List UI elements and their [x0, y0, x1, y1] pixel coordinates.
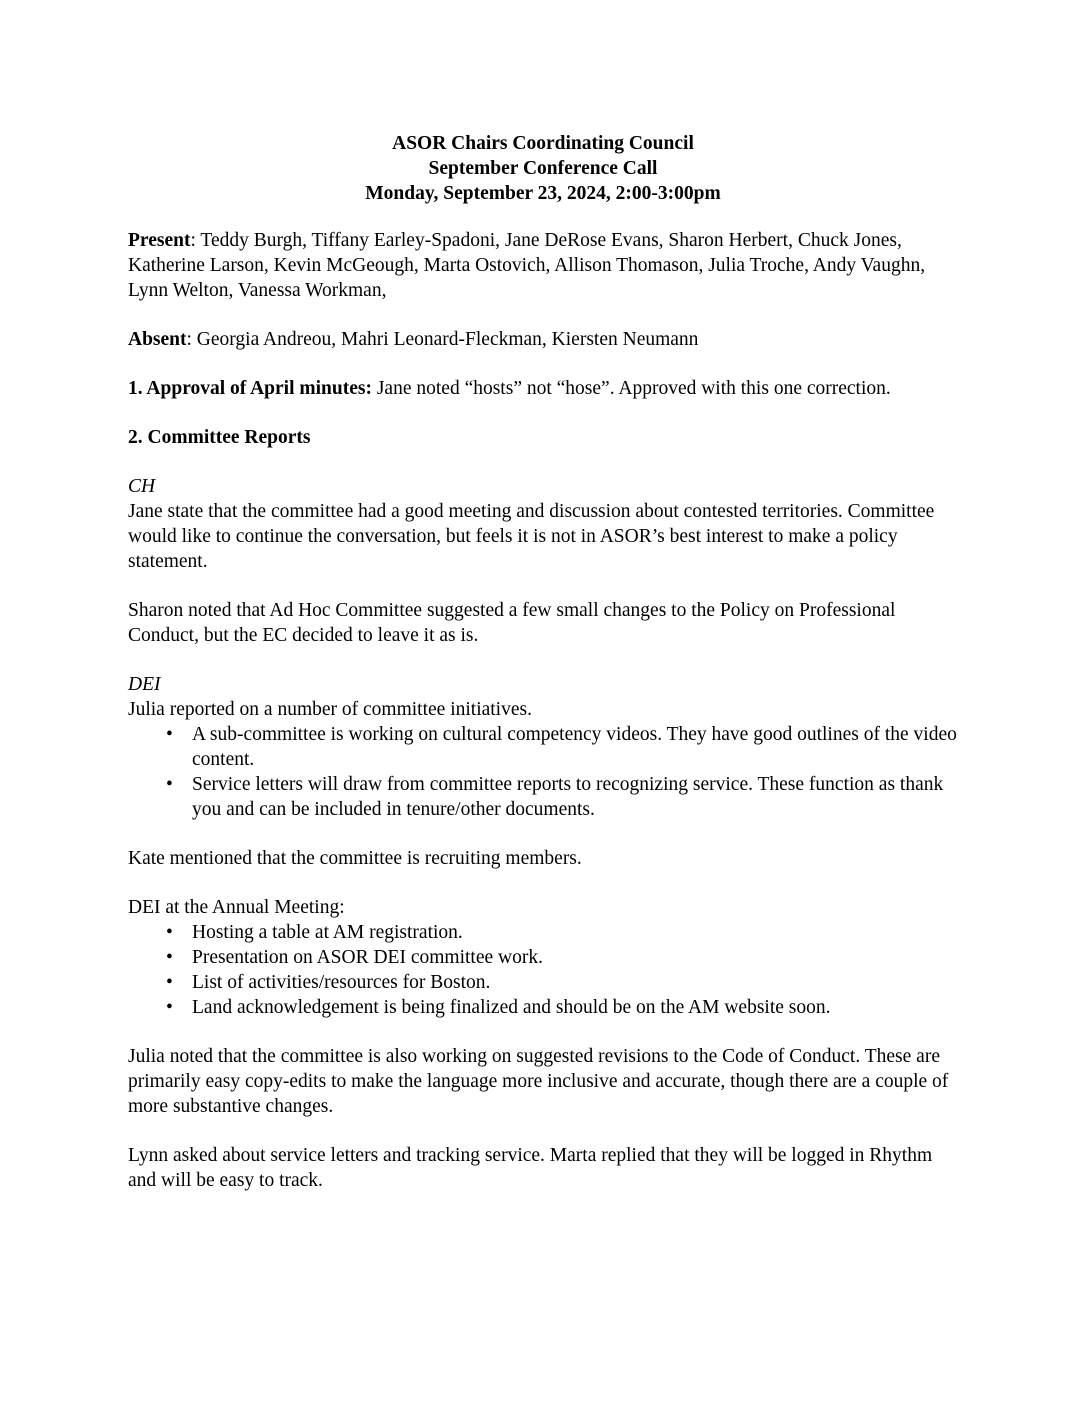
- list-item-text: Hosting a table at AM registration.: [192, 922, 463, 943]
- code-of-conduct-paragraph: Julia noted that the committee is also working on suggested revisions to the Code of Conduct. These are primarily easy copy-edits to make the language more inclusive and accurate, though there are a couple of more substantive changes.: [128, 1046, 949, 1117]
- document-page: [128, 131, 958, 1217]
- annual-meeting-intro: DEI at the Annual Meeting:: [128, 897, 345, 918]
- present-paragraph: [128, 228, 958, 303]
- list-item: [128, 945, 958, 970]
- list-item-text: Land acknowledgement is being finalized and should be on the AM website soon.: [192, 997, 831, 1018]
- dei-intro: Julia reported on a number of committee initiatives.: [128, 699, 532, 720]
- list-item-text: List of activities/resources for Boston.: [192, 972, 491, 993]
- absent-list: : Georgia Andreou, Mahri Leonard-Fleckman, Kiersten Neumann: [186, 329, 699, 350]
- bullet-icon: •: [166, 922, 173, 943]
- list-item: [128, 722, 958, 772]
- annual-meeting-list: [128, 920, 958, 1020]
- meeting-date: Monday, September 23, 2024, 2:00-3:00pm: [365, 183, 721, 204]
- ch-paragraph-1: Jane state that the committee had a good meeting and discussion about contested territories. Committee would like to continue the conversation, but feels it is not in ASOR’s best interest to make a policy statement.: [128, 501, 935, 572]
- approval-text: Jane noted “hosts” not “hose”. Approved with this one correction.: [371, 378, 891, 399]
- ch-subheading: CH: [128, 476, 156, 497]
- list-item: [128, 772, 958, 822]
- approval-heading: 1. Approval of April minutes:: [128, 378, 372, 399]
- ch-paragraph-2: Sharon noted that Ad Hoc Committee suggested a few small changes to the Policy on Professional Conduct, but the EC decided to leave it as is.: [128, 600, 896, 646]
- document-header: [128, 131, 958, 206]
- dei-initiatives-list: [128, 722, 958, 822]
- list-item: [128, 995, 958, 1020]
- list-item: [128, 970, 958, 995]
- lynn-paragraph: Lynn asked about service letters and tracking service. Marta replied that they will be logged in Rhythm and will be easy to track.: [128, 1145, 933, 1191]
- list-item: [128, 920, 958, 945]
- bullet-icon: •: [166, 997, 173, 1018]
- list-item-text: Service letters will draw from committee reports to recognizing service. These function as thank you and can be included in tenure/other documents.: [192, 774, 944, 820]
- present-label: Present: [128, 230, 191, 251]
- absent-label: Absent: [128, 329, 187, 350]
- call-title: September Conference Call: [428, 158, 658, 179]
- list-item-text: Presentation on ASOR DEI committee work.: [192, 947, 543, 968]
- dei-subheading: DEI: [128, 674, 161, 695]
- absent-paragraph: [128, 327, 958, 352]
- bullet-icon: •: [166, 972, 173, 993]
- bullet-icon: •: [166, 774, 173, 795]
- committee-reports-heading: 2. Committee Reports: [128, 427, 311, 448]
- kate-paragraph: Kate mentioned that the committee is recruiting members.: [128, 848, 582, 869]
- bullet-icon: •: [166, 947, 173, 968]
- bullet-icon: •: [166, 724, 173, 745]
- present-list: : Teddy Burgh, Tiffany Earley-Spadoni, Jane DeRose Evans, Sharon Herbert, Chuck Jones, Katherine Larson, Kevin McGeough, Marta Ostovich, Allison Thomason, Julia Troche, Andy Vaughn, Lynn Welton, Vanessa Workman,: [128, 230, 926, 301]
- approval-paragraph: [128, 376, 958, 401]
- list-item-text: A sub-committee is working on cultural competency videos. They have good outlines of the video content.: [192, 724, 957, 770]
- council-title: ASOR Chairs Coordinating Council: [392, 133, 694, 154]
